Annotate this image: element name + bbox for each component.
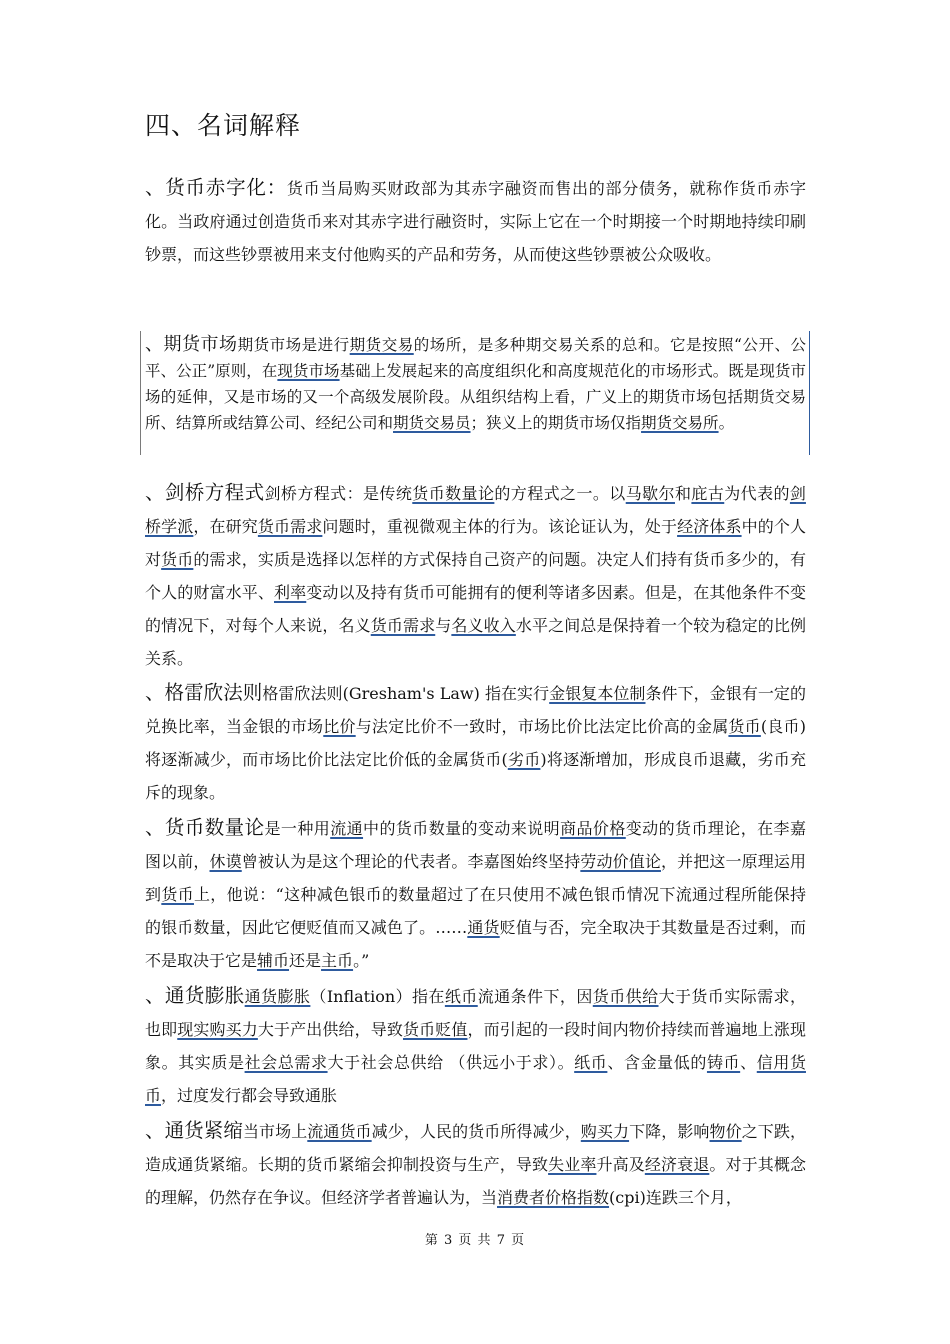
entry-text: 。” <box>353 951 370 970</box>
entry-text: ，而引起的一段时间内物价持续而普遍地上涨现象。其实质是 <box>145 1020 806 1072</box>
page-title: 四、名词解释 <box>145 111 302 140</box>
entry-term: 、格雷欣法则 <box>145 681 263 704</box>
entry-term: 、货币数量论 <box>145 816 265 839</box>
hyperlink[interactable]: 商品价格 <box>560 819 626 838</box>
entry-text: 。对于其概念的理解，仍然存在争议。但经济学者普遍认为，当 <box>145 1155 806 1207</box>
entry-text: 大于货币实际需求，也即 <box>145 987 806 1039</box>
entry-text: 减少，人民的货币所得减少， <box>371 1122 581 1141</box>
entry-text: 。 <box>718 414 735 432</box>
entry-text: 中的货币数量的变动来说明 <box>363 819 561 838</box>
entry-term: 、期货市场 <box>145 334 238 355</box>
entry-text: 的需求，实质是选择以怎样的方式保持自己资产的问题。决定人们持有货币多少的，有个人的财富水平、 <box>145 550 806 602</box>
hyperlink[interactable]: 利率 <box>274 583 307 602</box>
entry-text: 变动的货币理论，在李嘉图以前， <box>145 819 806 871</box>
entry-currency-deficit <box>145 171 806 271</box>
entry-text: 大于产出供给，导致 <box>257 1020 403 1039</box>
hyperlink[interactable]: 货币 <box>161 550 194 569</box>
entry-text: 基础上发展起来的高度组织化和高度规范化的市场形式。既是现货市场的延伸，又是市场的又一个高级发展阶段。从组织结构上看，广义上的期货市场包括期货交易所、结算所或结算公司、经纪公司和 <box>145 362 806 432</box>
entry-text: 与法定比价不一致时，市场比价比法定比价高的金属 <box>355 717 729 736</box>
entry-text: 和 <box>674 484 692 503</box>
hyperlink[interactable]: 货币需求 <box>257 517 323 536</box>
hyperlink[interactable]: 购买力 <box>580 1122 630 1141</box>
entry-text: 升高及 <box>596 1155 645 1174</box>
entry-text: 上，他说：“这种减色银币的数量超过了在只使用不减色银币情况下流通过程所能保持的银币数量，因此它便贬值而又减色了。…… <box>145 885 806 937</box>
text-box-left-border <box>140 331 141 455</box>
entry-term: 、剑桥方程式 <box>145 481 265 504</box>
hyperlink[interactable]: 流通 <box>330 819 364 838</box>
entry-text: 的方程式之一。以 <box>494 484 626 503</box>
entry-text: 期货市场是进行 <box>237 336 350 354</box>
entry-text: ，在研究 <box>193 517 258 536</box>
hyperlink[interactable]: 期货交易员 <box>393 414 471 432</box>
entry-text: 、 <box>740 1053 757 1072</box>
text-box-right-border <box>809 331 810 455</box>
hyperlink[interactable]: 纸币 <box>444 987 478 1006</box>
entry-inflation <box>145 979 806 1112</box>
hyperlink[interactable]: 期货交易 <box>349 336 414 354</box>
hyperlink[interactable]: 社会总需求 <box>244 1053 328 1072</box>
hyperlink[interactable]: 比价 <box>323 717 356 736</box>
entry-text: 贬值与否，完全取决于其数量是否过剩，而不是取决于它是 <box>145 918 806 970</box>
hyperlink[interactable]: 名义收入 <box>451 616 516 635</box>
entry-text: ；狭义上的期货市场仅指 <box>470 414 642 432</box>
hyperlink[interactable]: 货币数量论 <box>412 484 495 503</box>
entry-quantity-theory <box>145 811 806 977</box>
hyperlink[interactable]: 经济体系 <box>677 517 742 536</box>
entry-text: )将逐渐增加，形成良币退藏，劣币充斥的现象。 <box>145 750 806 802</box>
entry-text: 与 <box>435 616 452 635</box>
entry-text: 中的个人对 <box>145 517 806 569</box>
hyperlink[interactable]: 休谟 <box>209 852 242 871</box>
hyperlink[interactable]: 期货交易所 <box>641 414 719 432</box>
entry-text: 曾被认为是这个理论的代表者。李嘉图始终坚持 <box>241 852 581 871</box>
hyperlink[interactable]: 金银复本位制 <box>549 684 646 703</box>
hyperlink[interactable]: 通货膨胀 <box>244 987 311 1006</box>
entry-text: 大于社会总供给 （供远小于求）。 <box>327 1053 575 1072</box>
entry-text: （Inflation）指在 <box>310 987 445 1006</box>
hyperlink[interactable]: 现货市场 <box>277 362 340 380</box>
entry-text: 问题时，重视微观主体的行为。该论证认为，处于 <box>322 517 678 536</box>
entry-text: (cpi)连跌三个月， <box>609 1188 742 1207</box>
hyperlink[interactable]: 庇古 <box>691 484 725 503</box>
entry-text: 货币当局购买财政部为其赤字融资而售出的部分债务，就称作货币赤字化。当政府通过创造货币来对其赤字进行融资时，实际上它在一个时期接一个时期地持续印刷钞票，而这些钞票被用来支付他购买的产品和劳务，从而使这些钞票被公众吸收。 <box>145 179 806 264</box>
entry-text: 当市场上 <box>242 1122 308 1141</box>
hyperlink[interactable]: 经济衰退 <box>644 1155 710 1174</box>
hyperlink[interactable]: 劣币 <box>507 750 541 769</box>
entry-text: 、含金量低的 <box>607 1053 707 1072</box>
hyperlink[interactable]: 辅币 <box>257 951 290 970</box>
hyperlink[interactable]: 货币贬值 <box>402 1020 468 1039</box>
hyperlink[interactable]: 信用货币 <box>145 1053 806 1105</box>
entry-text: 之下跌，造成通货紧缩。长期的货币紧缩会抑制投资与生产，导致 <box>145 1122 806 1174</box>
entry-text: ，过度发行都会导致通胀 <box>161 1086 338 1105</box>
entry-text: 剑桥方程式：是传统 <box>264 484 413 503</box>
hyperlink[interactable]: 失业率 <box>548 1155 597 1174</box>
hyperlink[interactable]: 剑桥学派 <box>145 484 806 536</box>
hyperlink[interactable]: 物价 <box>709 1122 742 1141</box>
hyperlink[interactable]: 流通货币 <box>307 1122 372 1141</box>
entry-text: 条件下，金银有一定的兑换比率，当金银的市场 <box>145 684 806 736</box>
entry-text: 是一种用 <box>264 819 331 838</box>
entry-text: 还是 <box>289 951 322 970</box>
hyperlink[interactable]: 纸币 <box>574 1053 608 1072</box>
hyperlink[interactable]: 消费者价格指数 <box>497 1188 610 1207</box>
entry-deflation <box>145 1114 806 1214</box>
entry-text: 为代表的 <box>724 484 790 503</box>
hyperlink[interactable]: 货币供给 <box>592 987 659 1006</box>
hyperlink[interactable]: 主币 <box>321 951 354 970</box>
entry-text: 的场所，是多种期交易关系的总和。它是按照“公开、公平、公正”原则，在 <box>145 336 806 380</box>
hyperlink[interactable]: 现实购买力 <box>177 1020 258 1039</box>
entry-text: 流通条件下，因 <box>477 987 593 1006</box>
page-footer: 第 3 页 共 7 页 <box>424 1233 526 1248</box>
hyperlink[interactable]: 货币 <box>728 717 761 736</box>
entry-text: 下降，影响 <box>629 1122 710 1141</box>
entry-greshams-law <box>145 676 806 809</box>
hyperlink[interactable]: 货币需求 <box>370 616 436 635</box>
entry-text: 格雷欣法则(Gresham's Law) 指在实行 <box>262 684 550 703</box>
entry-text: 变动以及持有货币可能拥有的便利等诸多因素。但是，在其他条件不变的情况下，对每个人来说，名义 <box>145 583 806 635</box>
hyperlink[interactable]: 铸币 <box>706 1053 741 1072</box>
entry-cambridge-equation <box>145 476 806 675</box>
hyperlink[interactable]: 货币 <box>161 885 194 904</box>
hyperlink[interactable]: 通货 <box>467 918 500 937</box>
hyperlink[interactable]: 马歇尔 <box>625 484 675 503</box>
hyperlink[interactable]: 劳动价值论 <box>580 852 661 871</box>
entry-futures-market <box>145 332 806 436</box>
entry-term: 、通货膨胀 <box>145 984 245 1007</box>
entry-text: ，并把这一原理运用到 <box>145 852 806 904</box>
entry-text: 水平之间总是保持着一个较为稳定的比例关系。 <box>145 616 806 668</box>
entry-term: 、货币赤字化： <box>145 176 287 199</box>
entry-text: (良币)将逐渐减少，而市场比价比法定比价低的金属货币( <box>145 717 806 769</box>
entry-term: 、通货紧缩 <box>145 1119 243 1142</box>
